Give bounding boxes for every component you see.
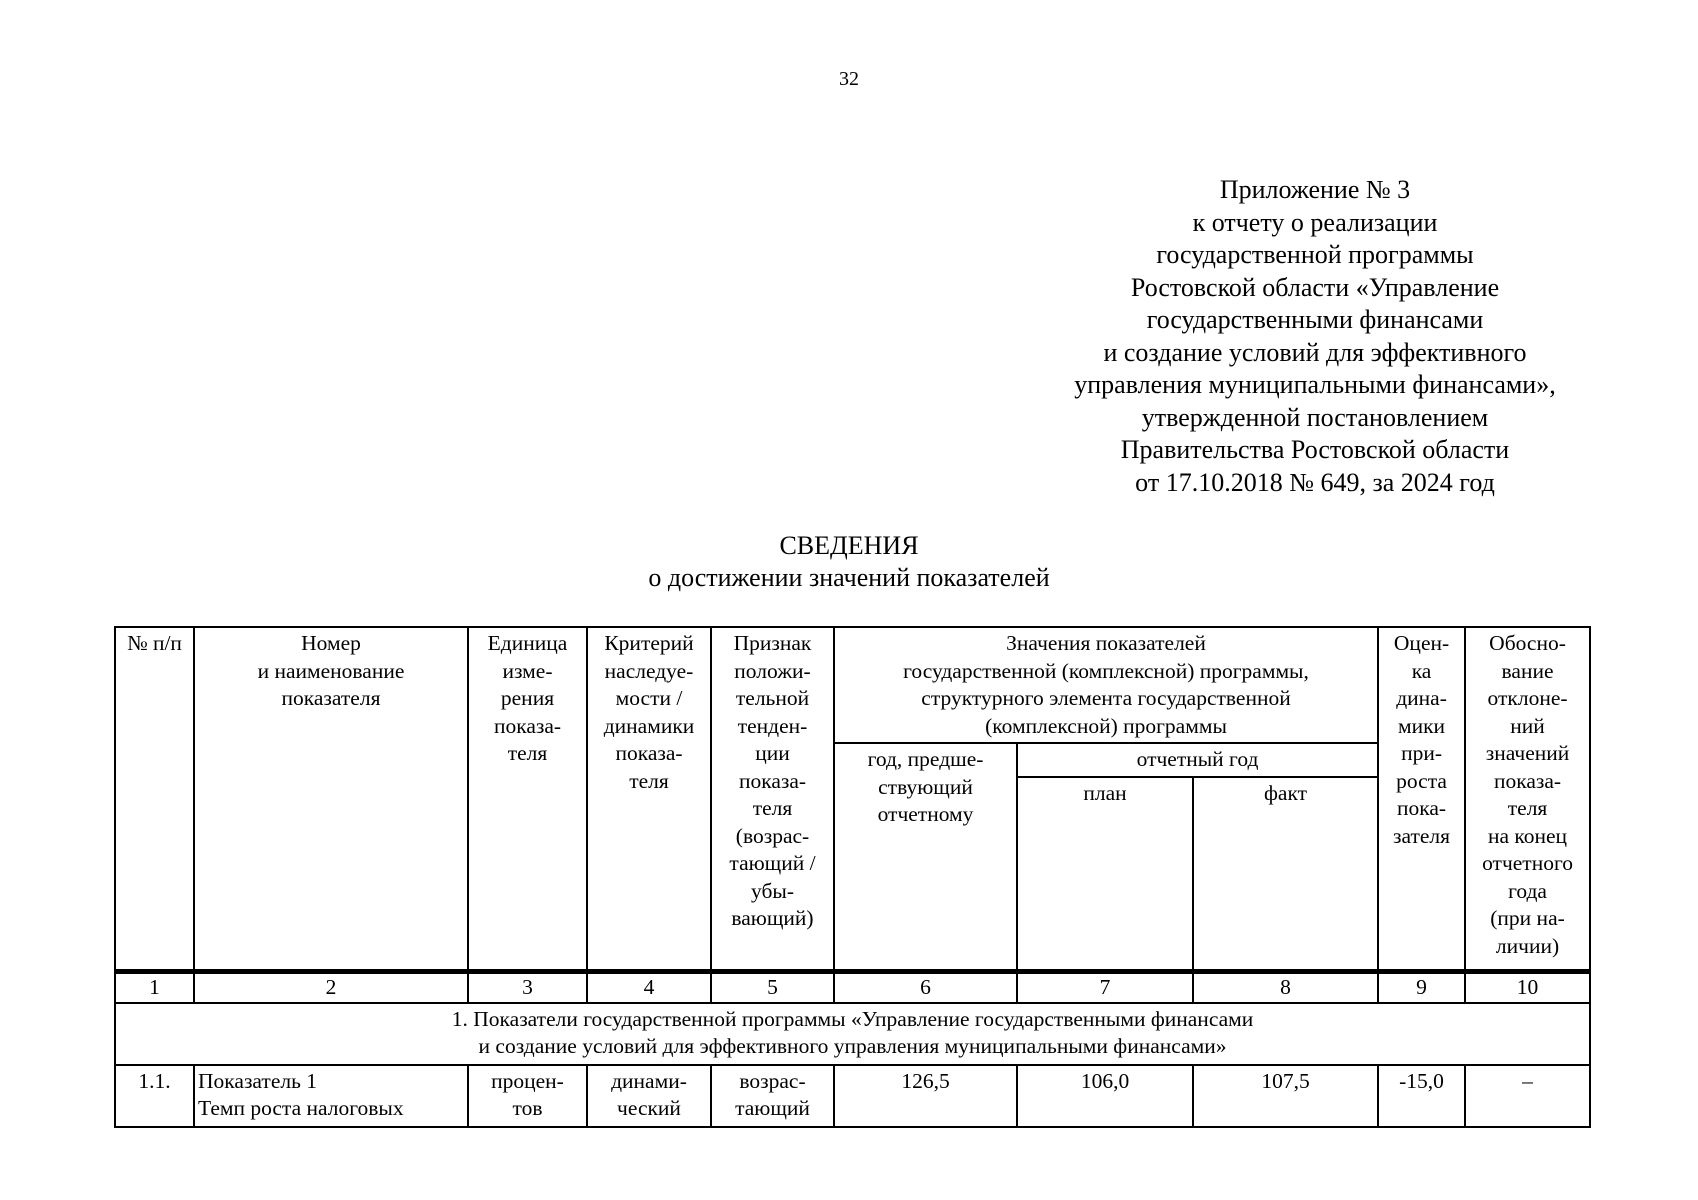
value-plan: 106,0 — [1017, 1065, 1193, 1127]
column-number: 1 — [115, 971, 194, 1003]
column-number: 2 — [194, 971, 468, 1003]
indicator-name: Показатель 1 Темп роста налоговых — [194, 1065, 468, 1127]
column-number: 7 — [1017, 971, 1193, 1003]
value-fact: 107,5 — [1193, 1065, 1378, 1127]
header-cell-assessment: Оцен- ка дина- мики при- роста пока- зателя — [1378, 627, 1465, 971]
section-row — [115, 1003, 1590, 1065]
column-number: 9 — [1378, 971, 1465, 1003]
document-subtitle: о достижении значений показателей — [648, 563, 1050, 592]
appendix-line: от 17.10.2018 № 649, за 2024 год — [1135, 467, 1495, 497]
appendix-line: утвержденной постановлением — [1141, 402, 1489, 432]
value-justification: – — [1465, 1065, 1590, 1127]
appendix-line: государственной программы — [1156, 240, 1474, 269]
document-title: СВЕДЕНИЯ — [779, 531, 919, 560]
table-row — [115, 1065, 1590, 1127]
column-number: 5 — [711, 971, 834, 1003]
column-number: 3 — [468, 971, 587, 1003]
appendix-block — [1000, 174, 1630, 499]
section-title: 1. Показатели государственной программы «Управление государственными финансами и создание условий для эффективного управления муниципальными финансами» — [115, 1003, 1590, 1065]
page-number: 32 — [839, 68, 859, 90]
header-cell-criterion: Критерий наследуе- мости / динамики показа- теля — [587, 627, 711, 971]
appendix-line: государственными финансами — [1146, 305, 1484, 334]
appendix-line: управления муниципальными финансами», — [1074, 370, 1556, 399]
column-number: 8 — [1193, 971, 1378, 1003]
indicators-table — [114, 626, 1591, 1128]
indicator-trend: возрас- тающий — [711, 1065, 834, 1127]
header-cell-fact: факт — [1193, 777, 1378, 971]
appendix-line: Ростовской области «Управление — [1130, 272, 1500, 302]
appendix-line: и создание условий для эффективного — [1103, 337, 1527, 367]
header-cell-report-year: отчетный год — [1017, 743, 1378, 777]
header-cell-trend: Признак положи- тельной тенден- ции показа- теля (возрас- тающий / убы- вающий) — [711, 627, 834, 971]
value-prev-year: 126,5 — [834, 1065, 1017, 1127]
column-number: 10 — [1465, 971, 1590, 1003]
header-cell-unit: Единица изме- рения показа- теля — [468, 627, 587, 971]
indicator-criterion: динами- ческий — [587, 1065, 711, 1127]
appendix-line: Правительства Ростовской области — [1120, 435, 1510, 464]
header-cell-prev-year: год, предше- ствующий отчетному — [834, 743, 1017, 971]
column-number: 6 — [834, 971, 1017, 1003]
row-number: 1.1. — [115, 1065, 194, 1127]
header-cell-number: № п/п — [115, 627, 194, 971]
column-number: 4 — [587, 971, 711, 1003]
appendix-line: Приложение № 3 — [1219, 175, 1411, 204]
header-cell-plan: план — [1017, 777, 1193, 971]
appendix-line: к отчету о реализации — [1192, 207, 1438, 237]
header-cell-name: Номер и наименование показателя — [194, 627, 468, 971]
column-numbers-row — [115, 971, 1590, 1003]
value-assessment: -15,0 — [1378, 1065, 1465, 1127]
indicator-unit: процен- тов — [468, 1065, 587, 1127]
header-cell-values-group: Значения показателей государственной (комплексной) программы, структурного элемента государственной (комплексной) программы — [834, 627, 1378, 743]
document-heading — [0, 530, 1698, 594]
header-cell-justification: Обосно- вание отклоне- ний значений показа- теля на конец отчетного года (при на- личии) — [1465, 627, 1590, 971]
